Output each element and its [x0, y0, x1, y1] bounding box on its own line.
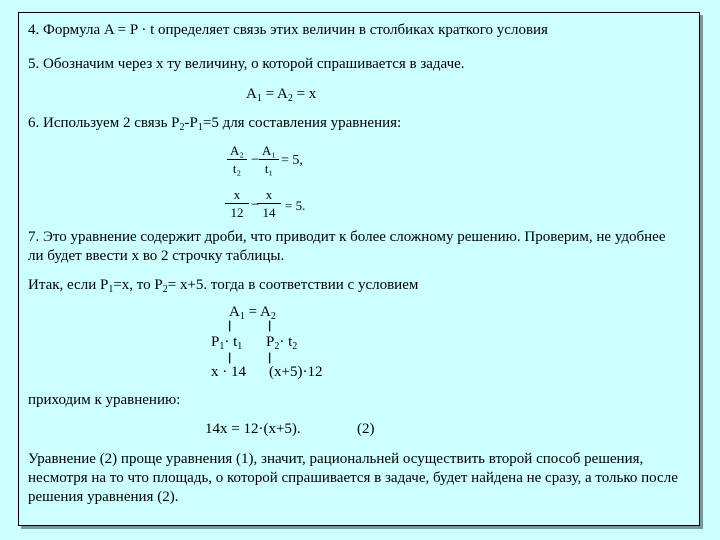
- fraction-bar: [257, 203, 281, 204]
- itak-paragraph: [28, 276, 418, 295]
- scheme-sub: 2: [292, 341, 298, 352]
- item-6-sub-2: 2: [179, 122, 185, 133]
- scheme-t: · t: [279, 334, 293, 350]
- scheme-bars-left-top: ||: [228, 317, 230, 332]
- item-7: 7. Это уравнение содержит дроби, что приводит к более сложному решению. Проверим, не удобнее ли будет ввести х во 2 строчку таблицы.: [28, 229, 666, 264]
- itak-part-3: = x+5. тогда в соответствии с условием: [167, 277, 419, 293]
- fraction-denominator: t₁: [264, 161, 274, 176]
- fraction-numerator: x: [265, 187, 273, 202]
- item-6-text: 6. Используем 2 связь P: [28, 115, 180, 131]
- scheme-a: A: [229, 304, 240, 320]
- equals-five: = 5,: [281, 153, 303, 168]
- fraction-x-12: [225, 187, 249, 220]
- fraction-bar: [227, 159, 247, 160]
- scheme-t: · t: [224, 334, 238, 350]
- equation-2-number: (2): [357, 421, 375, 437]
- itak-sub-2: 2: [162, 284, 168, 295]
- scheme-bottom-left: x · 14: [211, 364, 246, 380]
- eq-part-2: = x: [292, 86, 317, 102]
- eq-part-1: = A: [261, 86, 288, 102]
- fraction-denominator: 12: [230, 205, 244, 220]
- item-5: 5. Обозначим через х ту величину, о которой спрашивается в задаче.: [28, 56, 465, 72]
- scheme-bars-right-top: ||: [268, 317, 270, 332]
- fraction-numerator: x: [233, 187, 241, 202]
- item-6: [28, 114, 401, 133]
- scheme-p: P: [266, 334, 275, 350]
- item-6-tail: =5 для составления уравнения:: [202, 115, 402, 131]
- fraction-a2-t2: [227, 143, 247, 176]
- fraction-x-14: [257, 187, 281, 220]
- scheme-bottom-right: (x+5)·12: [269, 364, 323, 380]
- equation-a1-a2-x: [246, 85, 316, 104]
- fraction-numerator: A₁: [262, 143, 276, 158]
- fraction-bar: [259, 159, 279, 160]
- eq-sub-2: 2: [287, 93, 293, 104]
- itak-part-1: Итак, если P: [28, 277, 109, 293]
- scheme-sub: 2: [274, 341, 280, 352]
- fraction-denominator: 14: [262, 205, 276, 220]
- scheme-sub: 2: [270, 311, 276, 322]
- equals-five: = 5.: [285, 198, 306, 213]
- eq-sub-1: 1: [256, 93, 262, 104]
- scheme-p: P: [211, 334, 220, 350]
- item-6-sub-1: 1: [197, 122, 203, 133]
- itak-part-2: =x, то P: [113, 277, 163, 293]
- scheme-eq: = A: [244, 304, 271, 320]
- conclusion-paragraph: Уравнение (2) проще уравнения (1), значит, рациональней осуществить второй способ решения, несмотря на то что площадь, о которой спрашивается в задаче, будет найдена не сразу, а только после решения уравнения (2).: [28, 451, 678, 505]
- item-6-mid: -P: [184, 115, 198, 131]
- scheme-bars-left-bottom: ||: [228, 349, 230, 364]
- fraction-bar: [225, 203, 249, 204]
- minus-sign: −: [251, 197, 260, 213]
- itak-sub-1: 1: [108, 284, 114, 295]
- fraction-a1-t1: [259, 143, 279, 176]
- scheme-middle-left: [211, 333, 242, 352]
- scheme-middle-right: [266, 333, 297, 352]
- scheme-sub: 1: [239, 311, 245, 322]
- item-4: 4. Формула A = P · t определяет связь этих величин в столбиках краткого условия: [28, 22, 548, 38]
- minus-sign: −: [251, 152, 260, 168]
- equation-2: 14x = 12·(x+5).: [205, 421, 301, 437]
- scheme-sub: 1: [219, 341, 225, 352]
- scheme-sub: 1: [237, 341, 243, 352]
- scheme-bars-right-bottom: ||: [268, 349, 270, 364]
- fraction-numerator: A₂: [230, 143, 244, 158]
- fraction-denominator: t₂: [232, 161, 242, 176]
- slide: [18, 12, 700, 526]
- prihodim-text: приходим к уравнению:: [28, 392, 181, 408]
- eq-a: A: [246, 86, 257, 102]
